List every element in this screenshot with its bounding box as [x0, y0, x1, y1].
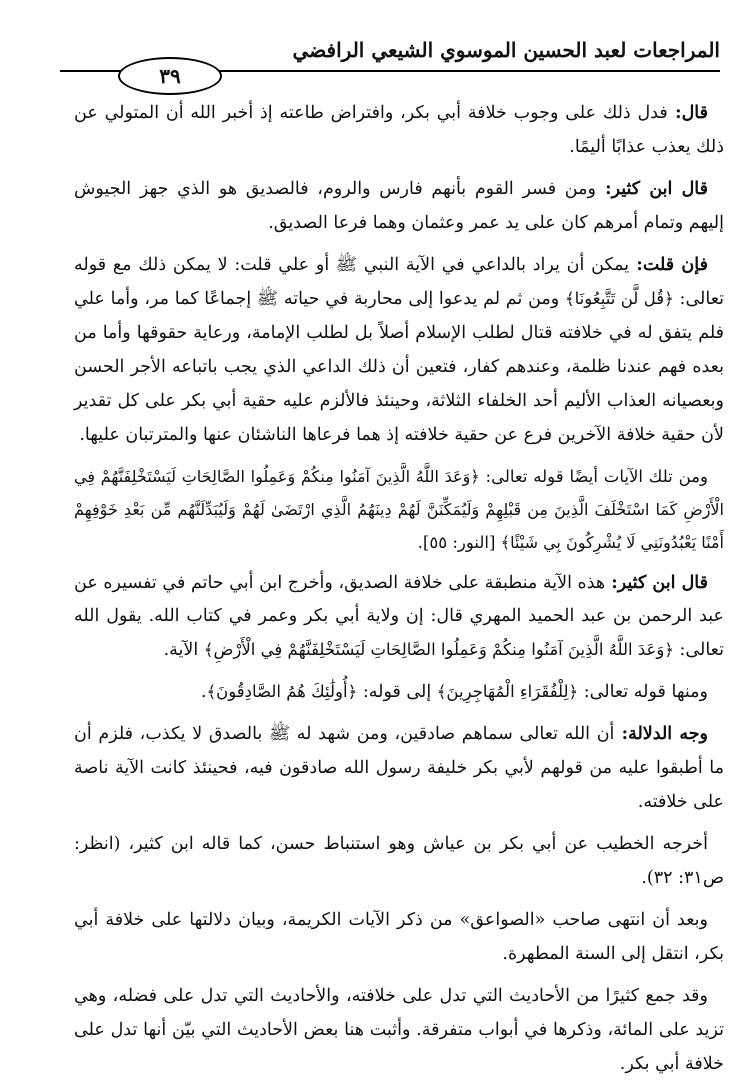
quran-verse: ﴿وَعَدَ اللَّهُ الَّذِينَ آمَنُوا مِنكُمْ وَعَمِلُوا الصَّالِحَاتِ لَيَسْتَخْلِفَنَّهُمْ فِي الْأَرْضِ﴾ [203, 640, 674, 659]
paragraph-5 [74, 567, 724, 667]
paragraph-text: هذه الآية منطبقة على خلافة الصديق، وأخرج ابن أبي حاتم في تفسيره عن عبد الرحمن بن عبد الحميد المهري قال: إن ولاية أبي بكر وعمر في كتاب الله. يقول الله تعالى: [74, 573, 724, 660]
paragraph-1 [74, 96, 724, 164]
paragraph-text: أن الله تعالى سماهم صادقين، ومن شهد له ﷺ بالصدق لا يكذب، فلزم أن ما أطبقوا عليه من قولهم لأبي بكر خليفة رسول الله صادقون فيه، فحينئذ كانت الآية ناصة على خلافته. [74, 724, 724, 812]
paragraph-4 [74, 460, 724, 559]
paragraph-lead: فإن قلت: [629, 255, 708, 275]
paragraph-text: يمكن أن يراد بالداعي في الآية النبي ﷺ أو علي قلت: لا يمكن ذلك مع قوله تعالى: [74, 255, 725, 309]
paragraph-lead: قال: [667, 103, 708, 123]
quran-verse: ﴿قُل لَّن تَتَّبِعُونَا﴾ [564, 289, 674, 308]
running-title: المراجعات لعبد الحسين الموسوي الشيعي الرافضي [292, 38, 720, 62]
page-number: ٣٩ [118, 57, 222, 95]
paragraph-lead: قال ابن كثير: [605, 573, 708, 593]
paragraph-8 [74, 827, 724, 895]
paragraph-text: وقد جمع كثيرًا من الأحاديث التي تدل على خلافته، والأحاديث التي تدل على فضله، وهي تزيد على المائة، وذكرها في أبواب متفرقة. وأثبت هنا بعض الأحاديث التي بيّن أنها تدل على خلافة أبي بكر. [74, 986, 724, 1074]
paragraph-text: ومن تلك الآيات أيضًا قوله تعالى: [479, 467, 708, 486]
paragraph-text: ومن ثم لم يدعوا إلى محاربة في حياته ﷺ إجماعًا كما مر، وأما علي فلم يتفق له في خلافته قتال لطلب الإسلام أصلاً بل لطلب الإمامة، ورعاية حقوقها وأما من بعده فهم عندنا ظلمة، وعندهم كفار، فتعين أن ذلك الداعي الذي يجب باتباعه الأجر الحسن وبعصيانه العذاب الأليم أحد الخلفاء الثلاثة، وحينئذ فالألزم عليه حقية أبي بكر على كل تقدير لأن حقية خلافة الآخرين فرع عن حقية خلافته إذ هما فرعاها الناشئان عنها والمترتبان عليها. [74, 289, 724, 445]
paragraph-9 [74, 903, 724, 971]
page-body [74, 96, 724, 1081]
quran-verse: ﴿وَعَدَ اللَّهُ الَّذِينَ آمَنُوا مِنكُمْ وَعَمِلُوا الصَّالِحَاتِ لَيَسْتَخْلِفَنَّهُمْ فِي الْأَرْضِ كَمَا اسْتَخْلَفَ الَّذِينَ مِن قَبْلِهِمْ وَلَيُمَكِّنَنَّ لَهُمْ دِينَهُمُ الَّذِي ارْتَضَىٰ لَهُمْ وَلَيُبَدِّلَنَّهُم مِّن بَعْدِ خَوْفِهِمْ أَمْنًا يَعْبُدُونَنِي لَا يُشْرِكُونَ بِي شَيْئًا﴾ [74, 467, 724, 552]
paragraph-text: فدل ذلك على وجوب خلافة أبي بكر، وافتراض طاعته إذ أخبر الله أن المتولي عن ذلك يعذب عذابًا أليمًا. [74, 103, 724, 157]
paragraph-10 [74, 979, 724, 1081]
paragraph-7 [74, 717, 724, 819]
paragraph-text: وبعد أن انتهى صاحب «الصواعق» من ذكر الآيات الكريمة، وبيان دلالتها على خلافة أبي بكر، انتقل إلى السنة المطهرة. [74, 910, 724, 964]
paragraph-3 [74, 248, 724, 452]
verse-citation: [النور: ٥٥]. [417, 533, 501, 552]
paragraph-text: إلى قوله: [357, 682, 437, 702]
quran-verse: ﴿أُولَٰئِكَ هُمُ الصَّادِقُونَ﴾ [206, 682, 358, 701]
paragraph-lead: وجه الدلالة: [614, 724, 708, 744]
paragraph-text: ومنها قوله تعالى: [578, 682, 708, 702]
paragraph-text: ومن فسر القوم بأنهم فارس والروم، فالصديق هو الذي جهز الجيوش إليهم وتمام أمرهم كان على يد عمر وعثمان وهما فرعا الصديق. [74, 179, 724, 233]
paragraph-text: أخرجه الخطيب عن أبي بكر بن عياش وهو استنباط حسن، كما قاله ابن كثير، (انظر: ص٣١: ٣٢). [74, 834, 724, 888]
paragraph-2 [74, 172, 724, 240]
paragraph-text: الآية. [163, 640, 204, 660]
quran-verse: ﴿لِلْفُقَرَاءِ الْمُهَاجِرِينَ﴾ [436, 682, 579, 701]
paragraph-lead: قال ابن كثير: [595, 179, 708, 199]
page-header [60, 38, 720, 88]
paragraph-text: . [200, 682, 207, 702]
paragraph-6 [74, 675, 724, 709]
